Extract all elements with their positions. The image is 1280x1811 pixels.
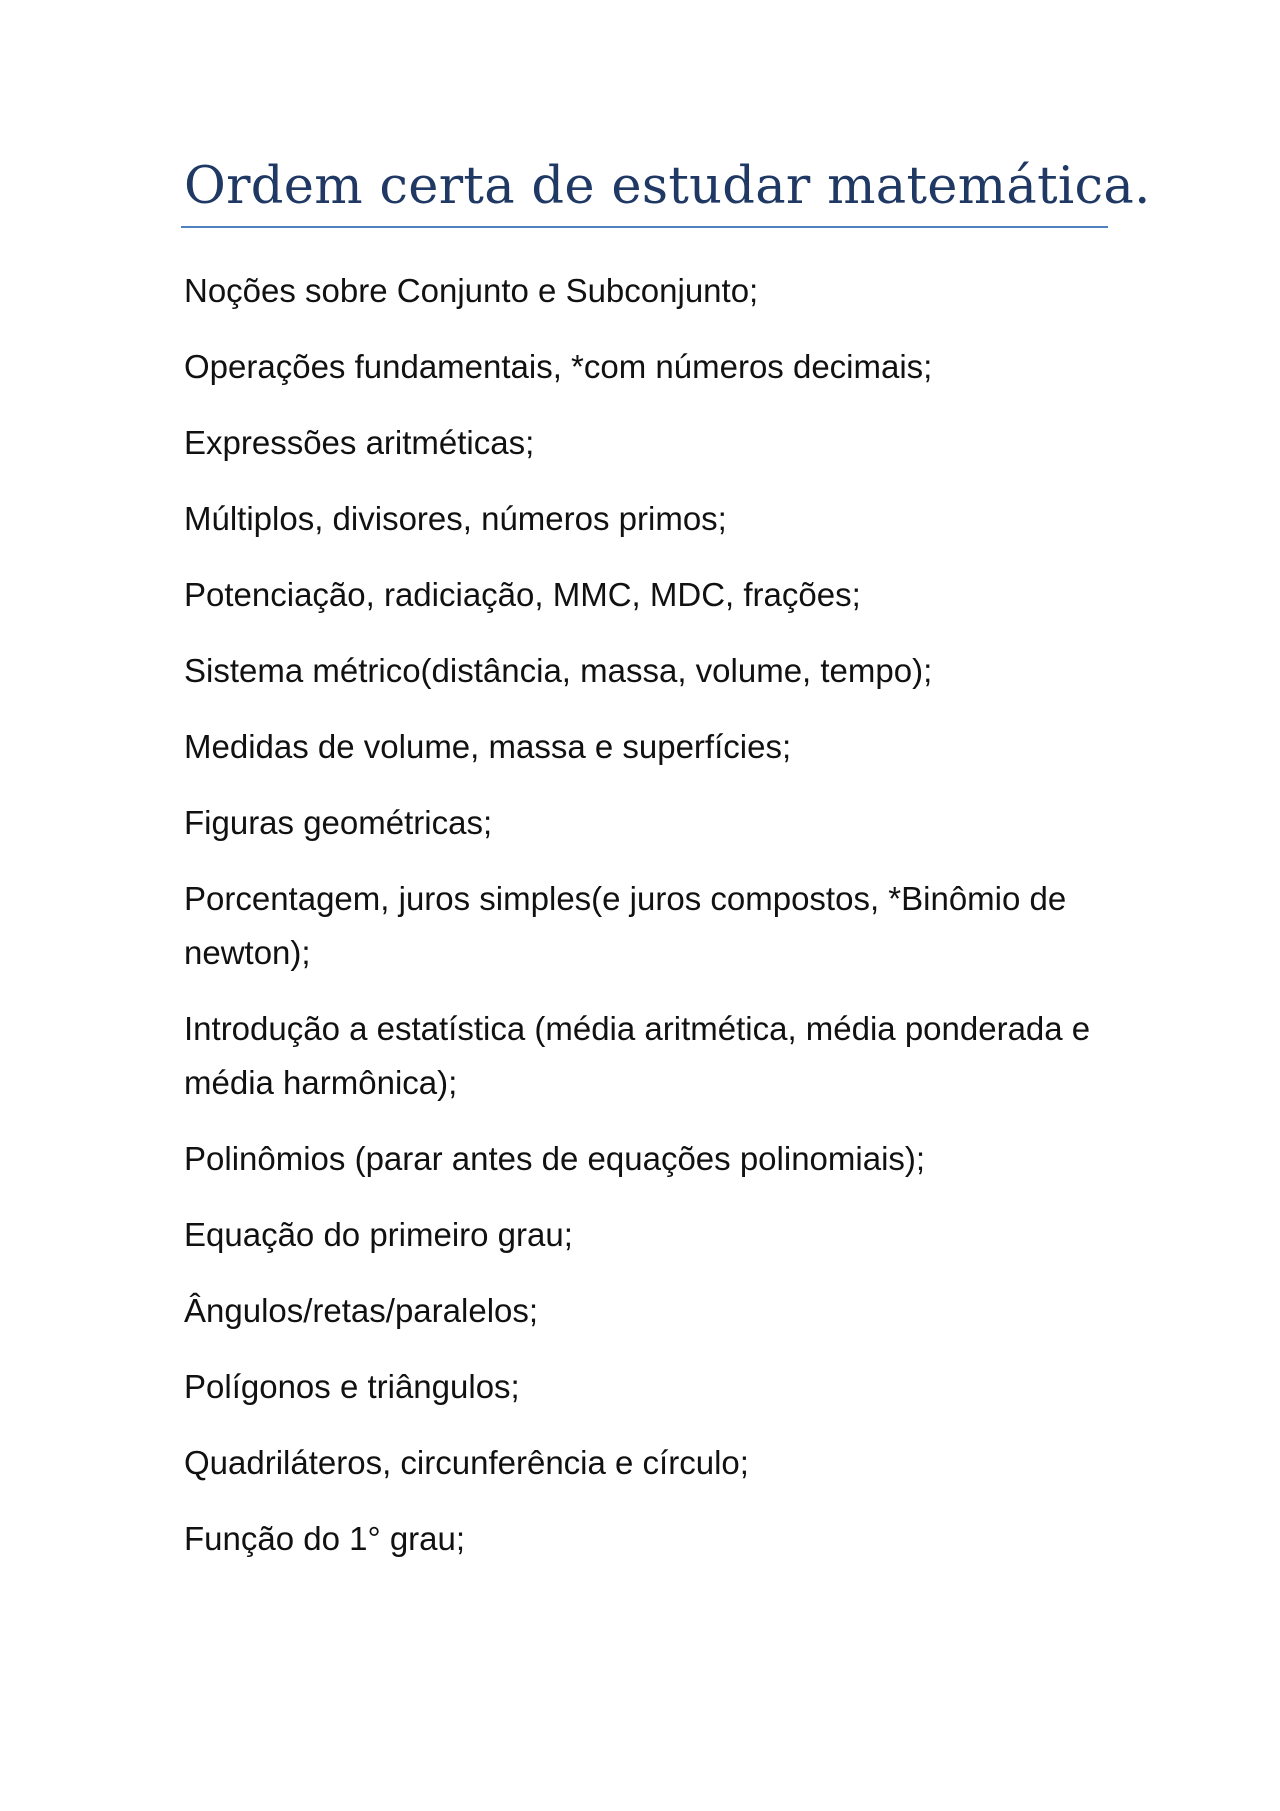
- topic-item-10: Introdução a estatística (média aritmética, média ponderada e média harmônica);: [184, 1010, 1091, 1101]
- topic-item-14: Polígonos e triângulos;: [184, 1368, 520, 1405]
- topic-item-3: Expressões aritméticas;: [184, 424, 535, 461]
- topic-item-7: Medidas de volume, massa e superfícies;: [184, 728, 792, 765]
- topic-item-8: Figuras geométricas;: [184, 804, 493, 841]
- topic-item-15: Quadriláteros, circunferência e círculo;: [184, 1444, 749, 1481]
- topic-item-2: Operações fundamentais, *com números decimais;: [184, 348, 933, 385]
- topic-item-11: Polinômios (parar antes de equações polinomiais);: [184, 1140, 926, 1177]
- topic-item-5: Potenciação, radiciação, MMC, MDC, frações;: [184, 576, 861, 613]
- topic-list: [184, 264, 1104, 1588]
- topic-item-9: Porcentagem, juros simples(e juros compostos, *Binômio de newton);: [184, 880, 1067, 971]
- topic-item-12: Equação do primeiro grau;: [184, 1216, 573, 1253]
- document-title: Ordem certa de estudar matemática.: [184, 157, 1151, 216]
- topic-item-13: Ângulos/retas/paralelos;: [184, 1292, 539, 1329]
- topic-item-4: Múltiplos, divisores, números primos;: [184, 500, 727, 537]
- topic-item-16: Função do 1° grau;: [184, 1520, 466, 1557]
- title-underline: [181, 226, 1108, 228]
- topic-item-6: Sistema métrico(distância, massa, volume, tempo);: [184, 652, 933, 689]
- topic-item-1: Noções sobre Conjunto e Subconjunto;: [184, 272, 759, 309]
